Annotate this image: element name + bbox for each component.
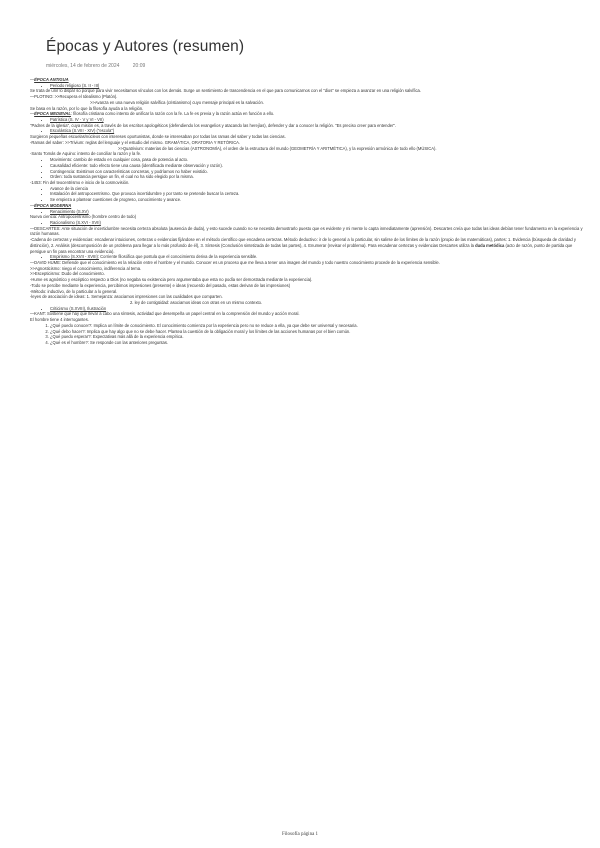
paragraph: >>Agnosticismo: niego el conocimiento, indiferencia al tema. bbox=[30, 265, 142, 271]
heading-moderna: ÉPOCA MODERNA bbox=[34, 202, 72, 208]
section-heading: —ÉPOCA MODERNA bbox=[30, 202, 72, 208]
paragraph: -Todo se percibe mediante la experiencia, percibimos impresiones (presente) e ideas (recuerdo del pasado, estas derivan de las impresiones) bbox=[30, 282, 291, 288]
paragraph: El hombre tiene 4 interrogantes. bbox=[30, 317, 89, 323]
page-meta bbox=[46, 63, 145, 69]
paragraph: >>Escepticismo: Dudo del conocimiento. bbox=[30, 271, 105, 277]
list-item: • Se empieza a plantear cuestiones de progreso, conocimiento y avance. bbox=[50, 197, 585, 203]
list-item: 1. ¿Qué puedo conocer?: Implica un límite de conocimiento. El conocimiento comienza por la experiencia pero no se reduce a ella, ya que debe ser universal y necesaria. bbox=[50, 323, 585, 329]
list-item: • Renacimiento (S.XV) bbox=[50, 209, 585, 215]
paragraph: —DESCARTES: Ante situación de incertidumbre necesita certeza absoluta (ausencia de duda), y esto sucede cuando no se necesita demostrarlo puesto que es evidente y mi mente lo capta inmediatamente (aprensión). Descartes creía que todas las ideas debían tener fundamento en la experiencia y razón humanas. bbox=[30, 225, 583, 237]
list-item: • Criticismo (S.XVIII), Ilustración bbox=[50, 306, 585, 312]
paragraph: -leyes de asociación de ideas: 1. Semejanza: asociamos impresiones con las cualidades que comparten. bbox=[30, 294, 223, 300]
paragraph: Surgieron pequeñas escuelas/núcleos con intereses oportunistas, donde se interesaban por todas las ramas del saber y todas las ciencias. bbox=[30, 134, 286, 140]
duda-metodica-term: duda metódica bbox=[475, 242, 505, 248]
page-date: miércoles, 14 de febrero de 2024 bbox=[46, 63, 120, 69]
section-heading: —ÉPOCA MEDIEVAL: filosofía cristiana como intento de unificar la razón con la fe. La fe es previa y la razón actúa en función a ello. bbox=[30, 111, 275, 117]
paragraph: >>Avanza en una nueva religión salvífica (cristianismo) cuyo mensaje principal es la salvación. bbox=[90, 99, 264, 105]
paragraph: "Padres de la iglesia", cuya misión es, a través de los escritos apologéticos (defendiendo los evangelios y atacando las herejías), defender y dar a conocer la religión. "Es preciso creer para entender". bbox=[30, 122, 397, 128]
list-item: • Causalidad eficiente: todo efecto tiene una causa (identificada mediante observación y razón). bbox=[50, 163, 585, 169]
section-heading: —ÉPOCA ANTIGUA bbox=[30, 77, 69, 82]
list-item: • Movimiento: cambio de estado en cualquier cosa, pasa de potencia al acto. bbox=[50, 157, 585, 163]
bullet-list bbox=[30, 157, 585, 180]
paragraph: -Método: inductivo, de lo particular a lo general. bbox=[30, 288, 118, 294]
list-item: • Periodo religioso (S. II - III) bbox=[50, 83, 585, 89]
heading-medieval: ÉPOCA MEDIEVAL bbox=[34, 111, 71, 117]
list-item: • Avance de la ciencia bbox=[50, 186, 585, 192]
note-body bbox=[30, 77, 585, 346]
paragraph: -1453: Fin del teocentrismo e inicio de la cosmovisión. bbox=[30, 179, 130, 185]
paragraph: Se basa en la razón, por lo que la filosofía ayuda a la religión. bbox=[30, 105, 144, 111]
page-title: Épocas y Autores (resumen) bbox=[46, 38, 245, 55]
paragraph: Se trata de unir lo dispar so porque para vivir necesitamos vínculos con los demás. Surge un sentimiento de trascendencia en el que para comunicarnos con el "dios" se empieza a avanzar en una religión salvífica. bbox=[30, 88, 421, 94]
heading-antigua: ÉPOCA ANTIGUA bbox=[34, 77, 69, 82]
list-item: • Escolástica (S.VIII - XIV) ("escola") bbox=[50, 128, 585, 134]
paragraph: —DAVID HUME: Defiende que el conocimiento es la relación entre el hombre y el mundo. Conocer es un proceso que me lleva a tener una imagen del mundo y todo nuestro conocimiento procede de la experiencia sensible. bbox=[30, 260, 440, 265]
paragraph: -Hume es agnóstico y escéptico respecto a Dios (no negaba su existencia pero argumentaba que esta no podía ser demostrada mediante la experiencia). bbox=[30, 277, 313, 283]
list-item: 4. ¿Qué es el hombre?: Se responde con las anteriores preguntas. bbox=[50, 340, 585, 346]
list-item: • Racionalismo (S.XVI - XVII) bbox=[50, 220, 585, 226]
paragraph: >>Quatrivium: materias de las ciencias (ASTRONOMÍA), el orden de la estructura del mundo (GEOMETRÍA Y ARITMÉTICA), y la expresión armónica de todo ello (MÚSICA). bbox=[118, 145, 437, 151]
paragraph: Nueva ciencia: Antropocentrismo (hombre centro de todo) bbox=[30, 214, 137, 220]
page-time: 20:09 bbox=[132, 63, 146, 69]
paragraph: 2. ley de contigüidad: asociamos ideas con otras en un mismo contexto. bbox=[130, 300, 263, 306]
list-item: • Instalación del antropocentrismo. Que provoca incertidumbre y por tanto se pretende buscar la certeza. bbox=[50, 191, 585, 197]
paragraph: -Santo Tomás de Aquino: intento de conciliar la razón y la fe. bbox=[30, 151, 142, 157]
list-item: • Patrística (S. IV - V y VI - VII) bbox=[50, 117, 585, 123]
list-item: • Orden: toda sustancia persigue un fin, el cual no ha sido elegido por la misma. bbox=[50, 174, 585, 180]
list-item: 2. ¿Qué debo hacer?: Implica que hay algo que no se debe hacer. Plantea la cuestión de la obligación moral y los límites de las acciones humanas por el bien común. bbox=[50, 329, 585, 335]
list-item: 3. ¿Qué puedo esperar?: Expectativas más allá de la experiencia empírica. bbox=[50, 334, 585, 340]
paragraph: -Ramas del saber: >>Trivium: reglas del lenguaje y el estudio del mismo. GRAMÁTICA, ORATORIA Y RETÓRICA. bbox=[30, 139, 241, 145]
bullet-list bbox=[30, 186, 585, 203]
list-item: • Empirismo (S.XVII - XVIII): Corriente filosófica que postula que el conocimiento deriva de la experiencia sensible. bbox=[50, 254, 585, 260]
page-footer: Filosofía página 1 bbox=[281, 832, 319, 837]
paragraph: -Cadena de certezas y evidencias: encadenar intuiciones, certezas o evidencias fijándose en el método científico que encadena certezas. Método deductivo: ir de lo general a lo particular, sin salirse de los límites de la razón (propio de las matemáticas), partes: 1. Evidencia (búsqueda de claridad y distinción), 2. Análisis (descomposición de un problema para llegar a lo más profundo de él), 3. Síntesis (Conclusión sintetizada de todas las partes), 4. Enumerar (revisar el problema). Para encadenar certezas y evidencias Descartes utiliza la duda metódica (acto de razón, punto de partida que persigue un fin para encontrar una evidencia). bbox=[30, 237, 576, 254]
numbered-list bbox=[30, 323, 585, 346]
paragraph: —KANT: Sostiene que hay que llevar a cabo una síntesis, actividad que desempeña un papel central en la comprensión del mundo y acción moral. bbox=[30, 311, 300, 317]
paragraph: —PLOTINO: >>Recupera el Idealismo (Platón). bbox=[30, 94, 118, 100]
list-item: • Contingencia: Existimos con características concretas, y podríamos no haber existido. bbox=[50, 169, 585, 175]
